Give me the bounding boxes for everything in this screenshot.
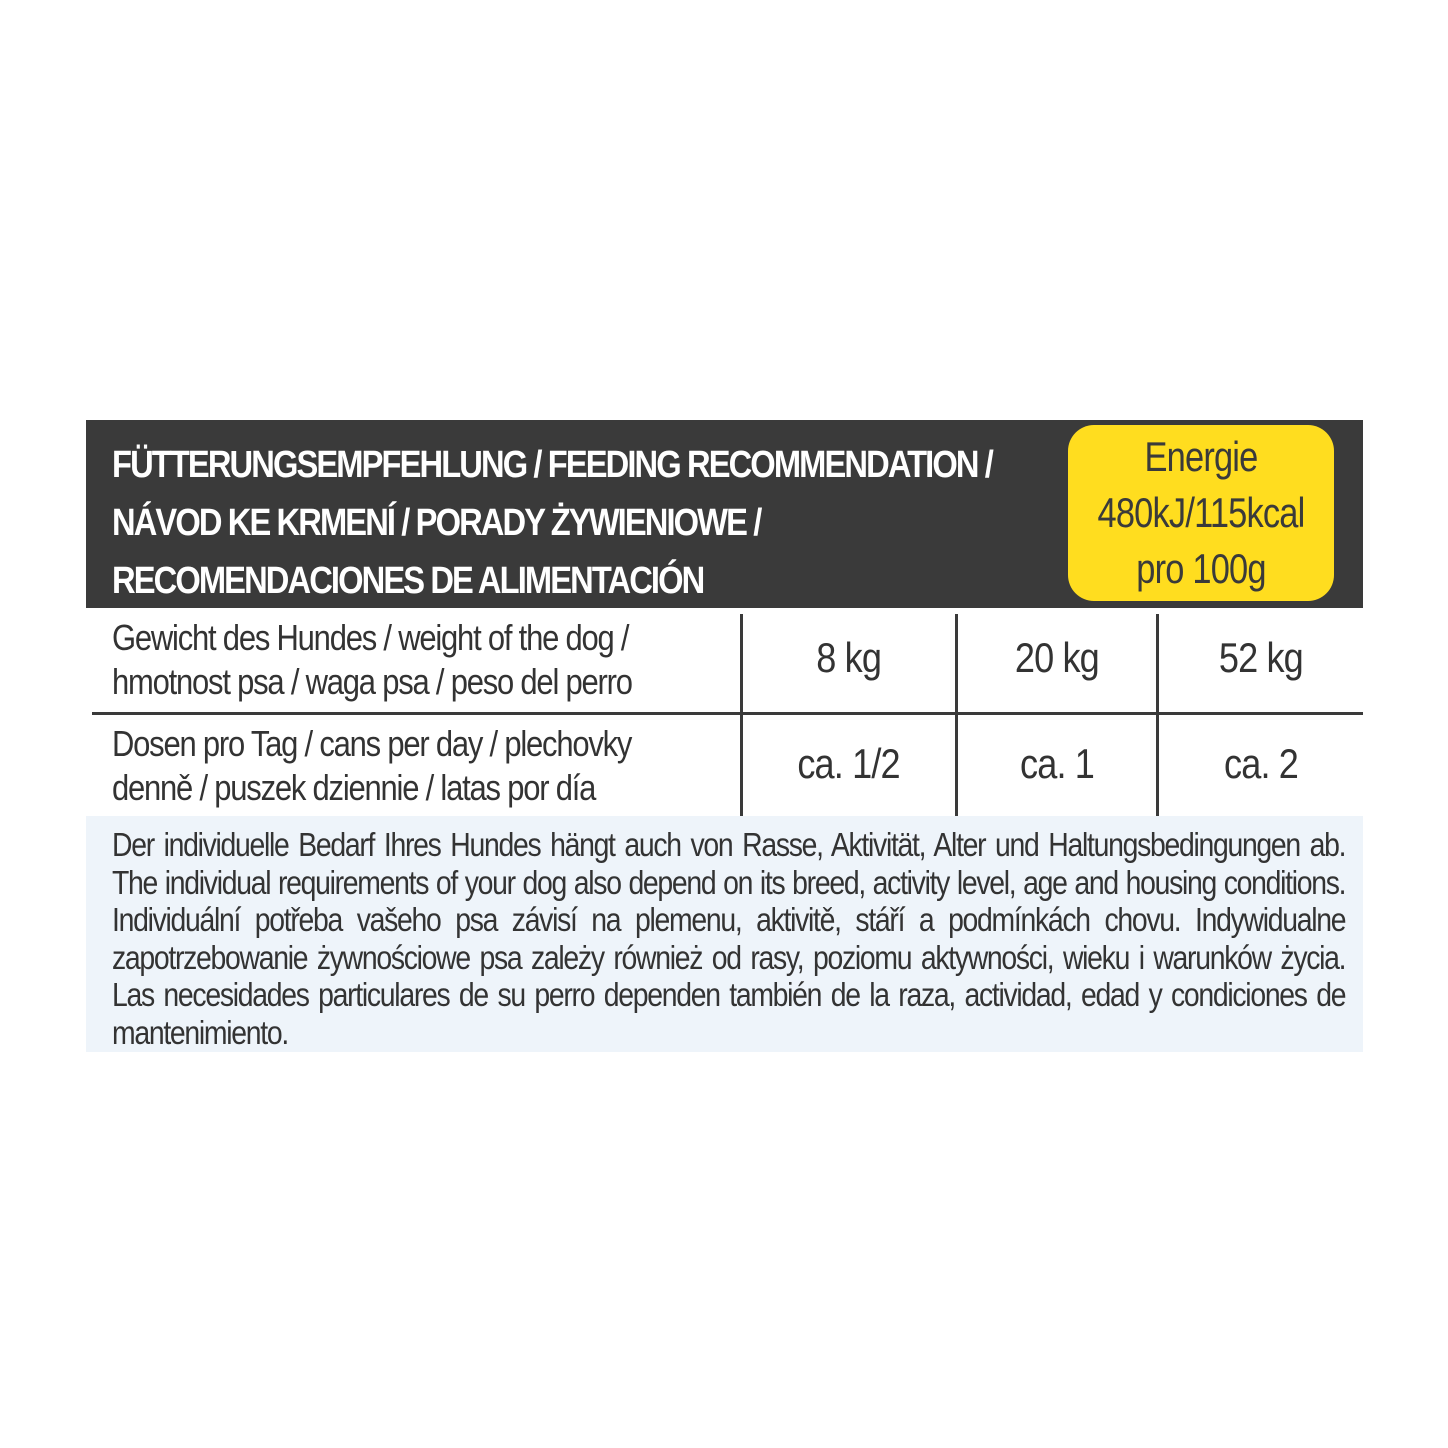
header-title-line: FÜTTERUNGSEMPFEHLUNG / FEEDING RECOMMENDATION / xyxy=(112,444,992,486)
energy-badge xyxy=(1068,425,1334,601)
row-label-line: Gewicht des Hundes / weight of the dog / xyxy=(112,617,629,658)
header-title xyxy=(112,436,992,610)
header-title-line: RECOMENDACIONES DE ALIMENTACIÓN xyxy=(112,560,704,602)
energy-label: Energie xyxy=(1144,433,1258,480)
table-cell-weight-1 xyxy=(743,608,955,708)
row-label-weight xyxy=(112,616,731,704)
feeding-table xyxy=(86,608,1363,816)
notes-panel xyxy=(86,816,1363,1052)
row-label-line: hmotnost psa / waga psa / peso del perro xyxy=(112,661,632,702)
cell-value: ca. 2 xyxy=(1223,740,1299,787)
table-cell-cans-2 xyxy=(958,714,1156,814)
energy-per: pro 100g xyxy=(1136,545,1266,592)
cell-value: 8 kg xyxy=(816,634,882,681)
cell-value: 52 kg xyxy=(1218,634,1304,681)
header-title-line: NÁVOD KE KRMENÍ / PORADY ŻYWIENIOWE / xyxy=(112,502,761,544)
table-cell-weight-3 xyxy=(1159,608,1363,708)
cell-value: ca. 1/2 xyxy=(797,740,901,787)
table-row-cans xyxy=(86,714,1363,814)
table-cell-cans-3 xyxy=(1159,714,1363,814)
header-band xyxy=(86,420,1363,608)
row-label-cans xyxy=(112,722,731,810)
table-cell-weight-2 xyxy=(958,608,1156,708)
cell-value: 20 kg xyxy=(1014,634,1100,681)
row-label-line: denně / puszek dziennie / latas por día xyxy=(112,767,596,808)
table-cell-cans-1 xyxy=(743,714,955,814)
notes-text: Der individuelle Bedarf Ihres Hundes hängt auch von Rasse, Aktivität, Alter und Haltungsbedingungen ab. The individual requirements of your dog also depend on its breed, activity level, age and housing conditions. Individuální potřeba vašeho psa závisí na plemenu, aktivitě, stáří a podmínkách chovu. Indywidualne zapotrzebowanie żywnościowe psa zależy również od rasy, poziomu aktywności, wieku i warunków życia. Las necesidades particulares de su perro dependen también de la raza, actividad, edad y condiciones de mantenimiento. xyxy=(112,826,1346,1051)
row-label-line: Dosen pro Tag / cans per day / plechovky xyxy=(112,723,632,764)
table-row-weight xyxy=(86,608,1363,708)
cell-value: ca. 1 xyxy=(1019,740,1095,787)
energy-value: 480kJ/115kcal xyxy=(1097,489,1305,536)
feeding-label xyxy=(86,420,1363,1052)
